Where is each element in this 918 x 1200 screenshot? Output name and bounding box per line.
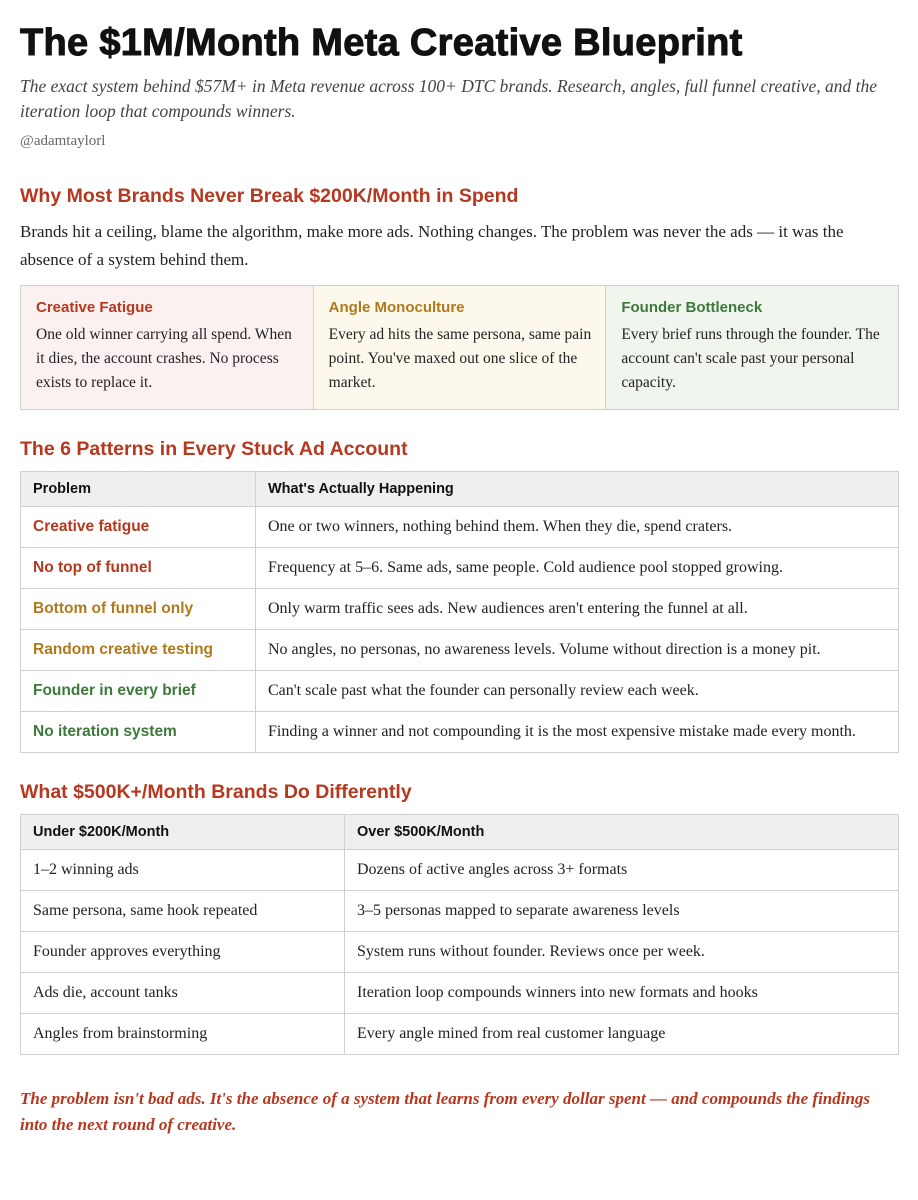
under-cell: Founder approves everything: [21, 932, 345, 973]
section-heading-differences: What $500K+/Month Brands Do Differently: [20, 781, 412, 803]
over-cell: Every angle mined from real customer language: [345, 1014, 899, 1055]
card-text: Every brief runs through the founder. The account can't scale past your personal capacity.: [621, 326, 880, 391]
card-title: Angle Monoculture: [328, 299, 465, 316]
closing-statement: The problem isn't bad ads. It's the absence of a system that learns from every dollar spent — and compounds the findings into the next round of creative.: [20, 1089, 871, 1134]
table-header-row: [21, 815, 899, 850]
detail-cell: No angles, no personas, no awareness levels. Volume without direction is a money pit.: [256, 630, 899, 671]
table-row: [21, 973, 899, 1014]
table-row: [21, 850, 899, 891]
problem-cell: No top of funnel: [21, 548, 256, 589]
patterns-table: [20, 471, 899, 753]
section-heading-patterns: The 6 Patterns in Every Stuck Ad Account: [20, 438, 408, 460]
problem-cell: Random creative testing: [21, 630, 256, 671]
column-header: Over $500K/Month: [345, 815, 899, 850]
comparison-table: [20, 814, 899, 1055]
page-subtitle: The exact system behind $57M+ in Meta revenue across 100+ DTC brands. Research, angles, full funnel creative, and the iteration loop that compounds winners.: [20, 76, 877, 121]
page-title: The $1M/Month Meta Creative Blueprint: [20, 22, 743, 64]
table-row: [21, 671, 899, 712]
over-cell: 3–5 personas mapped to separate awareness levels: [345, 891, 899, 932]
section-heading-ceiling: Why Most Brands Never Break $200K/Month in Spend: [20, 185, 519, 207]
table-row: [21, 548, 899, 589]
table-header-row: [21, 472, 899, 507]
card-title: Creative Fatigue: [36, 299, 153, 316]
card-creative-fatigue: [21, 286, 313, 409]
under-cell: 1–2 winning ads: [21, 850, 345, 891]
column-header: What's Actually Happening: [256, 472, 899, 507]
table-row: [21, 589, 899, 630]
detail-cell: Frequency at 5–6. Same ads, same people. Cold audience pool stopped growing.: [256, 548, 899, 589]
table-row: [21, 891, 899, 932]
problem-cell: No iteration system: [21, 712, 256, 753]
table-row: [21, 1014, 899, 1055]
under-cell: Same persona, same hook repeated: [21, 891, 345, 932]
over-cell: Iteration loop compounds winners into new formats and hooks: [345, 973, 899, 1014]
card-text: One old winner carrying all spend. When it dies, the account crashes. No process exists to replace it.: [36, 326, 292, 391]
card-title: Founder Bottleneck: [621, 299, 763, 316]
author-handle: @adamtaylorl: [20, 133, 106, 149]
table-row: [21, 507, 899, 548]
detail-cell: One or two winners, nothing behind them. When they die, spend craters.: [256, 507, 899, 548]
section-intro: Brands hit a ceiling, blame the algorithm, make more ads. Nothing changes. The problem was never the ads — it was the absence of a system behind them.: [20, 222, 844, 269]
over-cell: Dozens of active angles across 3+ formats: [345, 850, 899, 891]
detail-cell: Can't scale past what the founder can personally review each week.: [256, 671, 899, 712]
card-angle-monoculture: [313, 286, 606, 409]
problem-cell: Creative fatigue: [21, 507, 256, 548]
table-row: [21, 712, 899, 753]
table-row: [21, 932, 899, 973]
problem-cards: [20, 285, 899, 410]
over-cell: System runs without founder. Reviews once per week.: [345, 932, 899, 973]
detail-cell: Finding a winner and not compounding it is the most expensive mistake made every month.: [256, 712, 899, 753]
detail-cell: Only warm traffic sees ads. New audiences aren't entering the funnel at all.: [256, 589, 899, 630]
column-header: Under $200K/Month: [21, 815, 345, 850]
under-cell: Ads die, account tanks: [21, 973, 345, 1014]
card-text: Every ad hits the same persona, same pain point. You've maxed out one slice of the market.: [328, 326, 592, 391]
under-cell: Angles from brainstorming: [21, 1014, 345, 1055]
problem-cell: Bottom of funnel only: [21, 589, 256, 630]
table-row: [21, 630, 899, 671]
column-header: Problem: [21, 472, 256, 507]
problem-cell: Founder in every brief: [21, 671, 256, 712]
card-founder-bottleneck: [605, 286, 898, 409]
